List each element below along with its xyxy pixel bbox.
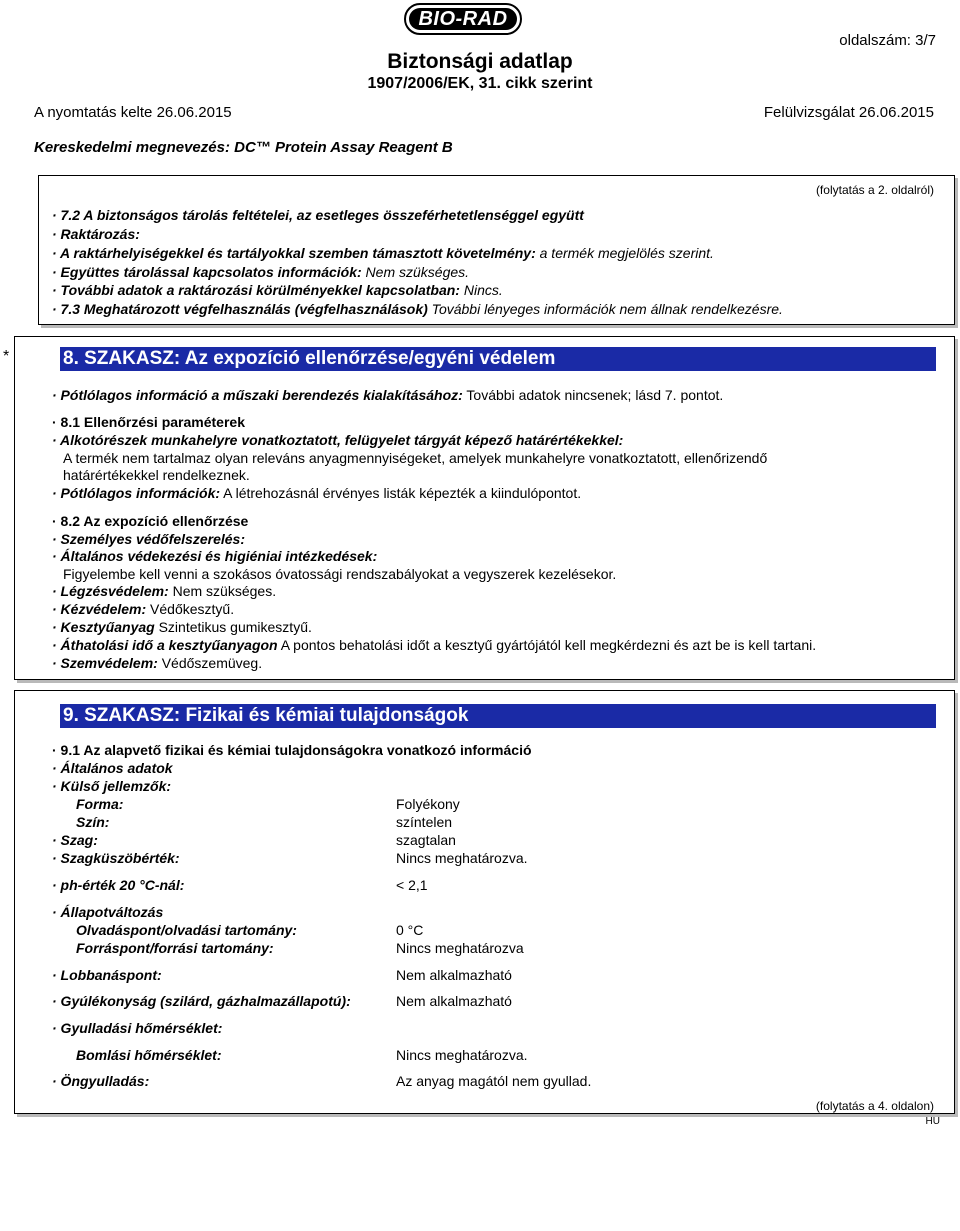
property-label: · Külső jellemzők: bbox=[52, 778, 172, 794]
section8-line bbox=[52, 636, 816, 654]
section7-line bbox=[52, 225, 140, 243]
section8-line-text: A pontos behatolási időt a kesztyű gyártójától kell megkérdezni és azt be is kell tartani. bbox=[277, 637, 817, 653]
section7-line-text: a termék megjelölés szerint. bbox=[535, 245, 714, 261]
section7-line-text: Nincs. bbox=[459, 282, 503, 298]
change-mark: * bbox=[3, 348, 10, 365]
section8-line-label: · Személyes védőfelszerelés: bbox=[52, 531, 245, 547]
section7-line-label: · További adatok a raktározási körülményekkel kapcsolatban: bbox=[52, 282, 460, 298]
section7-line-label: · 7.2 A biztonságos tárolás feltételei, az esetleges összeférhetetlenséggel együtt bbox=[52, 207, 584, 223]
property-value: Az anyag magától nem gyullad. bbox=[396, 1073, 592, 1089]
section7-line bbox=[52, 244, 714, 262]
section8-line-label: · 8.2 Az expozíció ellenőrzése bbox=[52, 513, 249, 529]
property-label: · Általános adatok bbox=[52, 760, 173, 776]
property-value: Folyékony bbox=[396, 796, 460, 812]
section8-line-label: · Kesztyűanyag bbox=[52, 619, 155, 635]
section8-line-label: · Általános védekezési és higiéniai intézkedések: bbox=[52, 548, 378, 564]
section8-line-text: Szintetikus gumikesztyű. bbox=[154, 619, 312, 635]
section8-line-text: A termék nem tartalmaz olyan releváns anyagmennyiségeket, amelyek munkahelyre vonatkoztatott, ellenőrizendő bbox=[63, 450, 768, 466]
property-label: · Szag: bbox=[52, 832, 98, 848]
section8-line-label: · Szemvédelem: bbox=[52, 655, 158, 671]
property-label: · Lobbanáspont: bbox=[52, 967, 162, 983]
section8-line-text: Védőkesztyű. bbox=[146, 601, 235, 617]
section8-line bbox=[52, 530, 245, 548]
section7-line-label: · Raktározás: bbox=[52, 226, 140, 242]
print-date: A nyomtatás kelte 26.06.2015 bbox=[34, 104, 232, 121]
property-label: · Szagküszöbérték: bbox=[52, 850, 180, 866]
section7-line bbox=[52, 263, 469, 281]
section9-heading: 9. SZAKASZ: Fizikai és kémiai tulajdonságok bbox=[60, 704, 936, 728]
property-label: · Gyúlékonyság (szilárd, gázhalmazállapotú): bbox=[52, 993, 351, 1009]
logo-text: BIO-RAD bbox=[409, 8, 517, 30]
section7-line-text: Nem szükséges. bbox=[361, 264, 470, 280]
section8-line bbox=[52, 618, 312, 636]
section7-line-text: További lényeges információk nem állnak rendelkezésre. bbox=[427, 301, 783, 317]
section8-line bbox=[52, 413, 245, 431]
property-value: Nem alkalmazható bbox=[396, 967, 512, 983]
section8-heading: 8. SZAKASZ: Az expozíció ellenőrzése/egyéni védelem bbox=[60, 347, 936, 371]
section8-line-text: Nem szükséges. bbox=[168, 583, 277, 599]
section8-line bbox=[52, 654, 262, 672]
section7-line bbox=[52, 206, 584, 224]
bio-rad-logo bbox=[404, 3, 522, 35]
property-label: · Öngyulladás: bbox=[52, 1073, 150, 1089]
section8-line bbox=[52, 582, 276, 600]
section7-line-label: · Együttes tárolással kapcsolatos információk: bbox=[52, 264, 362, 280]
section8-line bbox=[63, 466, 250, 484]
property-label: Olvadáspont/olvadási tartomány: bbox=[76, 922, 297, 938]
property-value: szagtalan bbox=[396, 832, 456, 848]
section8-line-text: További adatok nincsenek; lásd 7. pontot. bbox=[462, 387, 724, 403]
property-label: · 9.1 Az alapvető fizikai és kémiai tulajdonságokra vonatkozó információ bbox=[52, 742, 532, 758]
section7-line-label: · 7.3 Meghatározott végfelhasználás (végfelhasználások) bbox=[52, 301, 428, 317]
section8-line bbox=[52, 512, 248, 530]
property-value: < 2,1 bbox=[396, 877, 428, 893]
section8-line bbox=[52, 484, 581, 502]
document-title: Biztonsági adatlap bbox=[387, 50, 573, 73]
section7-line-label: · A raktárhelyiségekkel és tartályokkal szemben támasztott követelmény: bbox=[52, 245, 536, 261]
review-date: Felülvizsgálat 26.06.2015 bbox=[763, 104, 934, 121]
document-subtitle: 1907/2006/EK, 31. cikk szerint bbox=[367, 75, 593, 92]
property-label: · Állapotváltozás bbox=[52, 904, 164, 920]
property-value: Nincs meghatározva bbox=[396, 940, 524, 956]
section8-line-label: · Légzésvédelem: bbox=[52, 583, 169, 599]
section8-line bbox=[63, 449, 767, 467]
section8-line-label: · Alkotórészek munkahelyre vonatkoztatott, felügyelet tárgyát képező határértékekkel: bbox=[52, 432, 624, 448]
property-value: Nincs meghatározva. bbox=[396, 850, 528, 866]
property-label: · Gyulladási hőmérséklet: bbox=[52, 1020, 223, 1036]
section8-line-text: Védőszemüveg. bbox=[157, 655, 263, 671]
section8-line-label: · 8.1 Ellenőrzési paraméterek bbox=[52, 414, 245, 430]
property-value: Nem alkalmazható bbox=[396, 993, 512, 1009]
section8-line bbox=[52, 547, 377, 565]
section7-line bbox=[52, 281, 503, 299]
continued-to: (folytatás a 4. oldalon) bbox=[815, 1099, 934, 1113]
property-value: színtelen bbox=[396, 814, 453, 830]
property-value: 0 °C bbox=[396, 922, 424, 938]
trade-name: Kereskedelmi megnevezés: DC™ Protein Assay Reagent B bbox=[34, 139, 453, 156]
property-label: Bomlási hőmérséklet: bbox=[76, 1047, 222, 1063]
section8-line-label: · Pótlólagos információ a műszaki berendezés kialakításához: bbox=[52, 387, 463, 403]
language-code: HU bbox=[925, 1116, 940, 1127]
page-number: oldalszám: 3/7 bbox=[839, 32, 936, 49]
section8-line-text: Figyelembe kell venni a szokásos óvatossági rendszabályokat a vegyszerek kezelésekor. bbox=[63, 566, 617, 582]
section8-line bbox=[63, 565, 616, 583]
continued-from: (folytatás a 2. oldalról) bbox=[815, 183, 934, 197]
section8-line-text: határértékekkel rendelkeznek. bbox=[63, 467, 250, 483]
property-value: Nincs meghatározva. bbox=[396, 1047, 528, 1063]
property-label: Szín: bbox=[76, 814, 110, 830]
section8-line bbox=[52, 386, 723, 404]
property-label: · ph-érték 20 °C-nál: bbox=[52, 877, 185, 893]
property-label: Forma: bbox=[76, 796, 124, 812]
section8-line-label: · Kézvédelem: bbox=[52, 601, 147, 617]
property-label: Forráspont/forrási tartomány: bbox=[76, 940, 274, 956]
section8-line-label: · Pótlólagos információk: bbox=[52, 485, 221, 501]
section8-line-label: · Áthatolási idő a kesztyűanyagon bbox=[52, 637, 278, 653]
section8-line bbox=[52, 600, 234, 618]
section8-line-text: A létrehozásnál érvényes listák képezték a kiindulópontot. bbox=[220, 485, 582, 501]
section7-line bbox=[52, 300, 783, 318]
section8-line bbox=[52, 431, 623, 449]
